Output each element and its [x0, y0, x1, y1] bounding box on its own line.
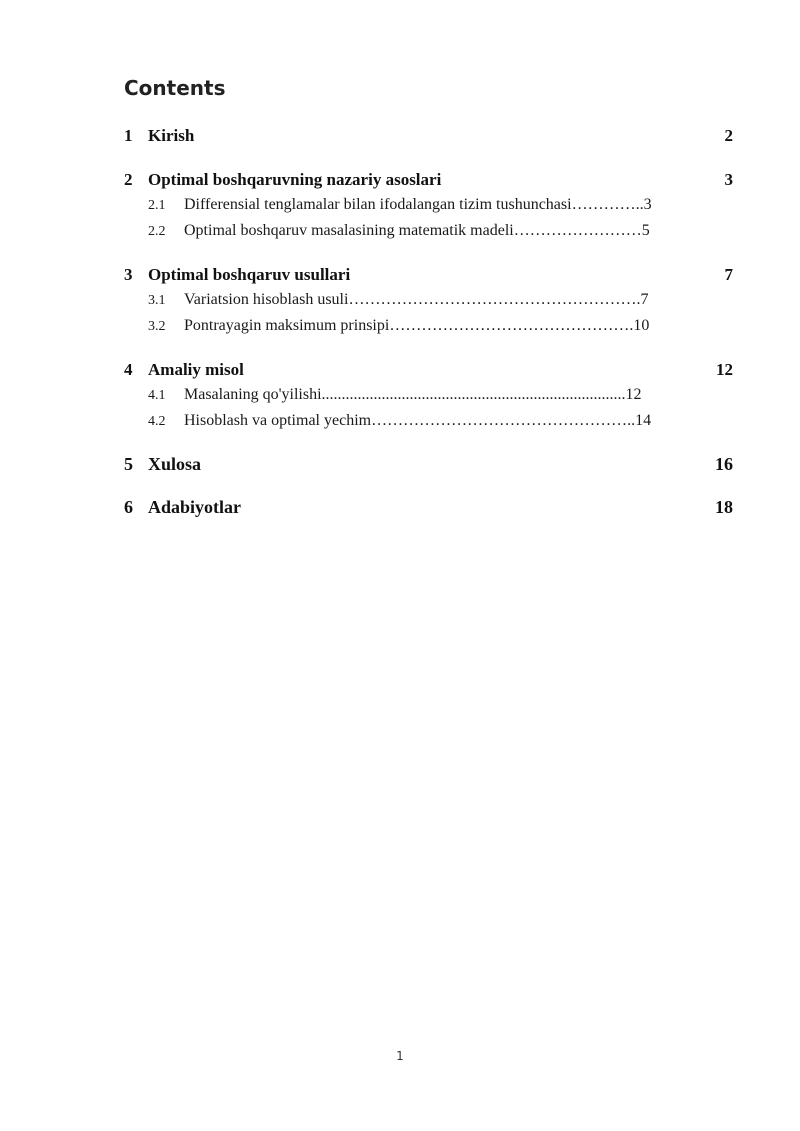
- toc-title: Differensial tenglamalar bilan ifodalangan tizim tushunchasi…………..3: [184, 196, 652, 213]
- toc-title: Optimal boshqaruv masalasining matematik madeli……………………5: [184, 222, 650, 239]
- toc-number: 5: [124, 454, 133, 474]
- toc-title: Optimal boshqaruv usullari: [148, 265, 351, 284]
- toc-page: 7: [724, 265, 733, 284]
- toc-number: 3: [124, 265, 133, 284]
- toc-page: 18: [715, 497, 733, 517]
- toc-number: 6: [124, 497, 133, 517]
- toc-number: 2.1: [148, 198, 166, 213]
- toc-number: 4.2: [148, 414, 166, 429]
- toc-title: Hisoblash va optimal yechim…………………………………………..14: [184, 412, 652, 429]
- toc-page: 2: [724, 126, 733, 145]
- toc-title: Xulosa: [148, 454, 202, 474]
- toc-title: Variatsion hisoblash usuli……………………………………………….7: [184, 291, 649, 308]
- toc-page: 12: [716, 360, 733, 379]
- toc-title: Optimal boshqaruvning nazariy asoslari: [148, 170, 442, 189]
- toc-page: 16: [715, 454, 733, 474]
- toc-title: Amaliy misol: [148, 360, 244, 379]
- toc-title: Masalaning qo'yilishi............................................................................12: [184, 386, 642, 403]
- toc-number: 1: [124, 126, 133, 145]
- contents-heading: Contents: [124, 76, 226, 100]
- toc-title: Kirish: [148, 126, 195, 145]
- toc-number: 3.1: [148, 293, 166, 308]
- toc-title: Pontrayagin maksimum prinsipi……………………………………….10: [184, 317, 650, 334]
- toc-number: 3.2: [148, 319, 166, 334]
- toc-title: Adabiyotlar: [148, 497, 242, 517]
- toc-number: 2: [124, 170, 133, 189]
- toc-number: 4: [124, 360, 133, 379]
- toc-page: 3: [724, 170, 733, 189]
- toc-number: 4.1: [148, 388, 166, 403]
- page-number: 1: [396, 1049, 404, 1063]
- toc-number: 2.2: [148, 224, 166, 239]
